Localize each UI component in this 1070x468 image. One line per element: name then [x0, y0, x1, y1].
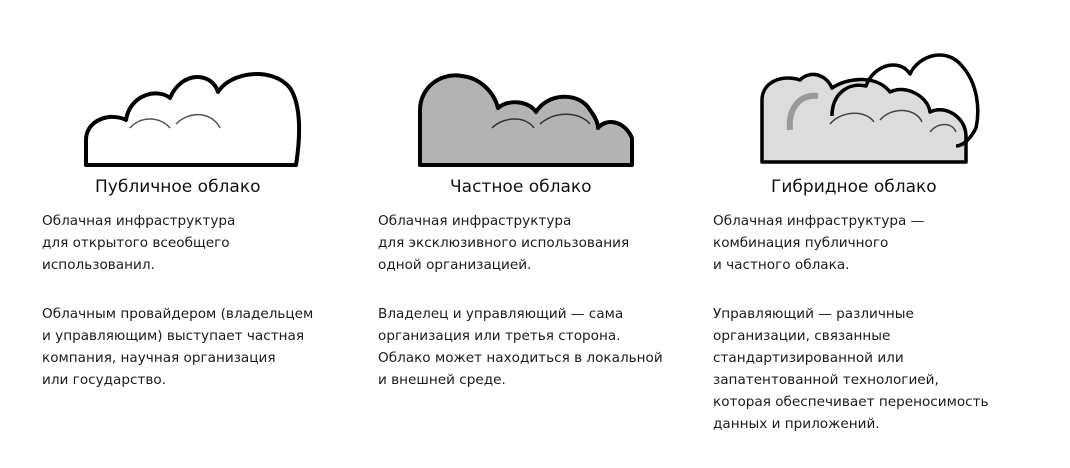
description-line: Облачная инфраструктура: [42, 213, 236, 229]
details-line: и внешней среде.: [378, 372, 506, 388]
public-cloud-description: [42, 210, 235, 276]
details-line: запатентованной технологией,: [713, 372, 939, 388]
details-line: Управляющий — различные: [713, 306, 914, 322]
public-cloud-title: Публичное облако: [95, 177, 261, 197]
details-line: которая обеспечивает переносимость: [713, 394, 989, 410]
details-line: компания, научная организация: [42, 350, 276, 366]
hybrid-cloud-details: [713, 303, 989, 435]
details-line: организация или третья сторона.: [378, 328, 621, 344]
hybrid-cloud-title: Гибридное облако: [771, 177, 937, 197]
description-line: использованил.: [42, 257, 155, 273]
public-cloud-details: [42, 303, 313, 391]
details-line: организации, связанные: [713, 328, 891, 344]
details-line: Владелец и управляющий — сама: [378, 306, 624, 322]
hybrid-cloud-icon: [762, 55, 978, 162]
description-line: Облачная инфраструктура —: [713, 213, 925, 229]
private-cloud-details: [378, 303, 663, 391]
private-cloud-description: [378, 210, 629, 276]
details-line: и управляющим) выступает частная: [42, 328, 305, 344]
details-line: данных и приложений.: [713, 416, 880, 432]
private-cloud-title: Частное облако: [450, 177, 592, 197]
description-line: комбинация публичного: [713, 235, 889, 251]
details-line: Облако может находиться в локальной: [378, 350, 663, 366]
description-line: одной организацией.: [378, 257, 532, 273]
public-cloud-icon: [86, 74, 299, 165]
details-line: или государство.: [42, 372, 167, 388]
details-line: Облачным провайдером (владельцем: [42, 306, 314, 322]
description-line: для эксклюзивного использования: [378, 235, 630, 251]
hybrid-cloud-description: [713, 210, 924, 276]
description-line: для открытого всеобщего: [42, 235, 230, 251]
private-cloud-icon: [420, 75, 632, 165]
description-line: и частного облака.: [713, 257, 850, 273]
details-line: стандартизированной или: [713, 350, 904, 366]
description-line: Облачная инфраструктура: [378, 213, 572, 229]
